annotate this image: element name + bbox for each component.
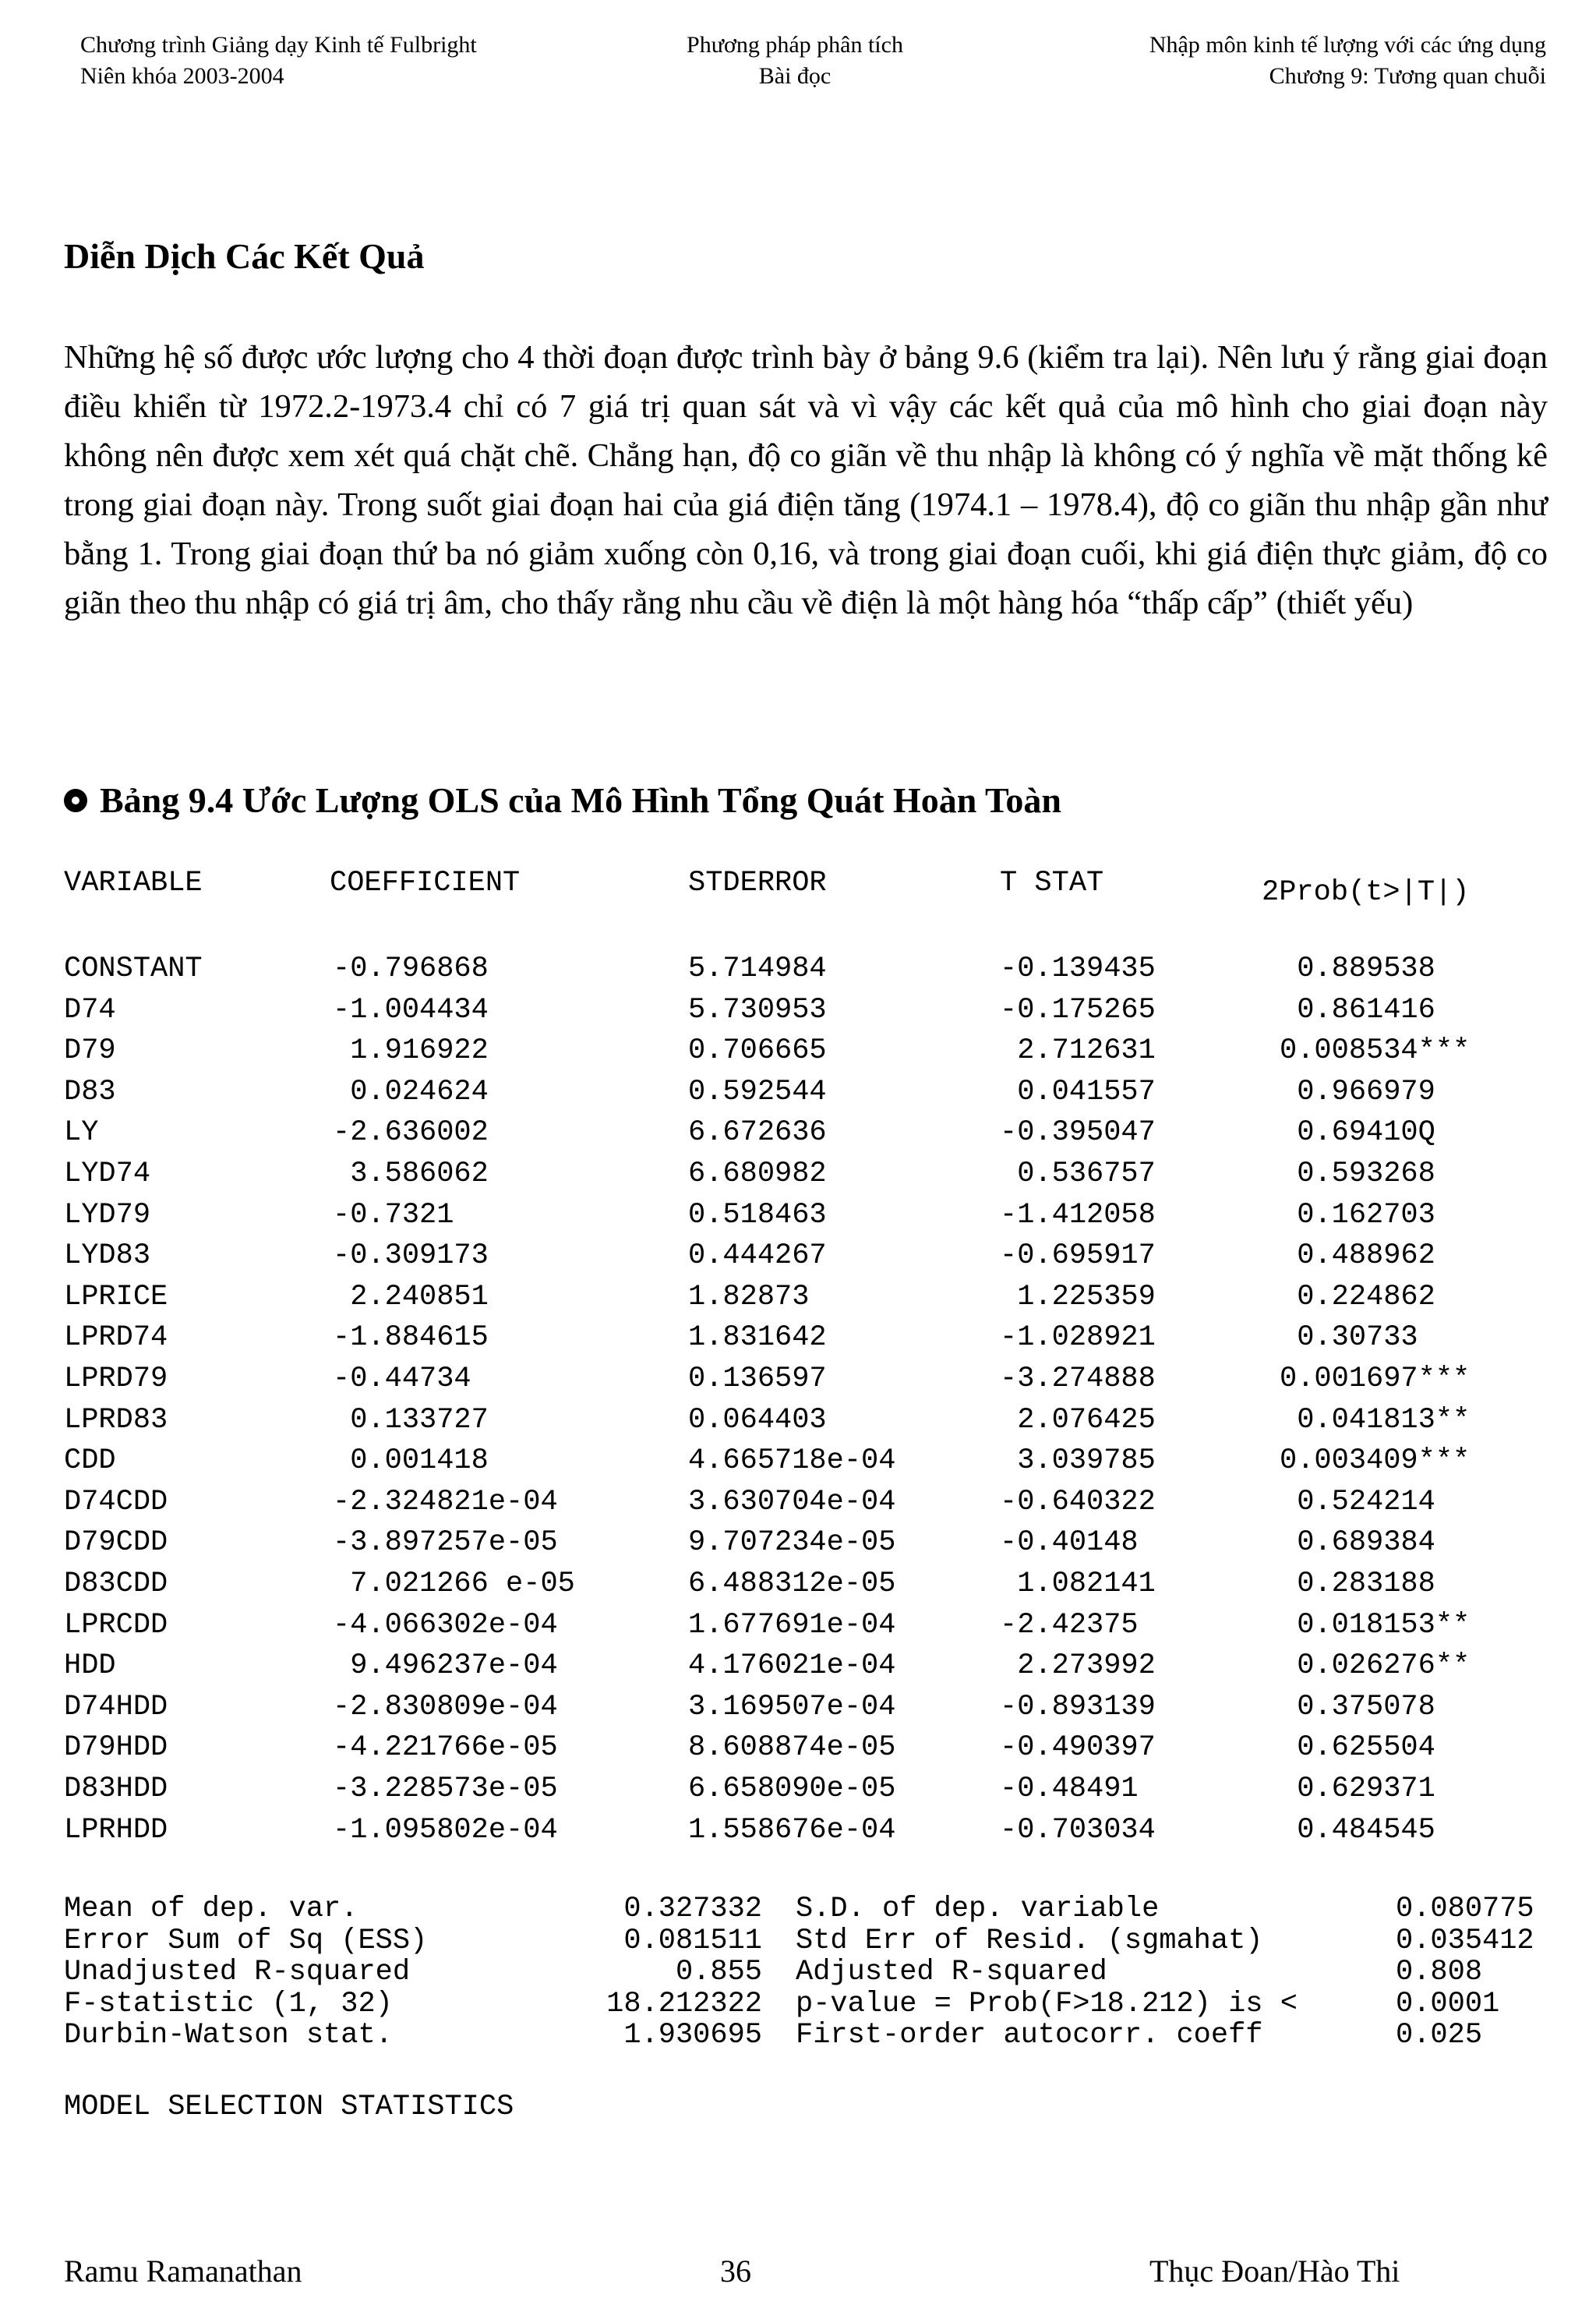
table-row [0, 1568, 1596, 1609]
cell-coefficient: 0.001418 [333, 1444, 489, 1478]
table-row [0, 1034, 1596, 1076]
cell-coefficient: -1.004434 [333, 993, 489, 1027]
table-row [0, 994, 1596, 1035]
cell-tstat: 0.041557 [1000, 1075, 1156, 1108]
cell-variable: D83CDD [64, 1568, 168, 1600]
table-row [0, 1444, 1596, 1486]
cell-prob: 0.625504 [1280, 1731, 1435, 1765]
cell-tstat: -0.139435 [1000, 953, 1156, 985]
header-center [678, 30, 912, 92]
table-title-text: Bảng 9.4 Ước Lượng OLS của Mô Hình Tổng Quát Hoàn Toàn [100, 780, 1061, 820]
cell-tstat: 2.273992 [1000, 1649, 1156, 1683]
cell-coefficient: -1.095802e-04 [333, 1813, 558, 1847]
footer-author: Ramu Ramanathan [64, 2254, 302, 2289]
cell-coefficient: -2.830809e-04 [333, 1690, 558, 1723]
cell-prob: 0.375078 [1280, 1690, 1435, 1723]
cell-variable: D83 [64, 1075, 116, 1108]
stat-label: First-order autocorr. coeff [796, 2019, 1263, 2052]
cell-stderror: 1.831642 [688, 1321, 827, 1355]
stat-value: 18.212322 [606, 1987, 762, 2020]
cell-stderror: 1.82873 [688, 1280, 810, 1313]
header-doc-type: Bài đọc [758, 63, 832, 89]
cell-coefficient: -4.066302e-04 [333, 1608, 558, 1642]
cell-tstat: 3.039785 [1000, 1444, 1156, 1478]
cell-coefficient: 2.240851 [333, 1280, 489, 1313]
cell-coefficient: -2.324821e-04 [333, 1485, 558, 1518]
bullet-icon [64, 789, 87, 812]
stat-label: Error Sum of Sq (ESS) [64, 1924, 428, 1957]
model-selection-heading: MODEL SELECTION STATISTICS [64, 2091, 514, 2123]
cell-tstat: -0.48491 [1000, 1773, 1139, 1805]
cell-prob: 0.162703 [1280, 1198, 1435, 1232]
header-course: Phương pháp phân tích [687, 32, 903, 58]
cell-stderror: 6.672636 [688, 1116, 827, 1150]
cell-prob: 0.889538 [1280, 953, 1435, 985]
cell-coefficient: 0.133727 [333, 1403, 489, 1437]
cell-variable: D74 [64, 993, 116, 1027]
cell-coefficient: -3.897257e-05 [333, 1526, 558, 1560]
cell-variable: HDD [64, 1649, 116, 1683]
cell-coefficient: -0.7321 [333, 1198, 454, 1232]
cell-coefficient: 1.916922 [333, 1034, 489, 1068]
cell-prob: 0.30733 [1280, 1321, 1418, 1355]
cell-variable: LYD83 [64, 1239, 151, 1273]
cell-tstat: -0.893139 [1000, 1690, 1156, 1723]
table-row [0, 1239, 1596, 1281]
cell-coefficient: 3.586062 [333, 1158, 489, 1190]
cell-prob: 0.003409*** [1280, 1444, 1471, 1478]
cell-tstat: 2.712631 [1000, 1034, 1156, 1068]
cell-variable: D74HDD [64, 1690, 168, 1723]
section-title: Diễn Dịch Các Kết Quả [64, 236, 425, 276]
table-row [0, 1731, 1596, 1773]
stat-value: 0.080775 [1396, 1893, 1534, 1925]
stat-label: Std Err of Resid. (sgmahat) [796, 1924, 1263, 1957]
cell-stderror: 5.714984 [688, 953, 827, 985]
table-row [0, 1363, 1596, 1404]
table-row [0, 1486, 1596, 1527]
cell-tstat: -0.695917 [1000, 1239, 1156, 1273]
cell-variable: D79CDD [64, 1526, 168, 1560]
stat-label: Durbin-Watson stat. [64, 2019, 393, 2052]
footer-page-number: 36 [720, 2254, 751, 2289]
header-chapter: Chương 9: Tương quan chuỗi [1269, 63, 1546, 89]
cell-variable: LY [64, 1116, 99, 1150]
table-row [0, 1814, 1596, 1855]
cell-stderror: 6.658090e-05 [688, 1773, 896, 1805]
cell-tstat: -1.028921 [1000, 1321, 1156, 1355]
cell-stderror: 8.608874e-05 [688, 1731, 896, 1765]
cell-prob: 0.018153** [1280, 1608, 1471, 1642]
header-left [80, 30, 477, 92]
cell-variable: LPRCDD [64, 1608, 168, 1642]
footer-translators: Thục Đoan/Hào Thi [1149, 2254, 1400, 2289]
cell-coefficient: -1.884615 [333, 1321, 489, 1355]
cell-stderror: 5.730953 [688, 993, 827, 1027]
cell-tstat: -0.490397 [1000, 1731, 1156, 1765]
table-row [0, 1076, 1596, 1117]
stat-label: Unadjusted R-squared [64, 1956, 411, 1988]
cell-tstat: 1.225359 [1000, 1280, 1156, 1313]
stat-value: 0.0001 [1396, 1987, 1500, 2020]
cell-stderror: 0.518463 [688, 1198, 827, 1232]
cell-coefficient: -4.221766e-05 [333, 1731, 558, 1765]
cell-variable: LYD79 [64, 1198, 151, 1232]
col-header-prob: 2Prob(t>|T|) [1262, 876, 1470, 909]
cell-tstat: -1.412058 [1000, 1198, 1156, 1232]
table-row [0, 1691, 1596, 1732]
cell-stderror: 6.488312e-05 [688, 1568, 896, 1600]
cell-variable: CONSTANT [64, 953, 203, 985]
table-row [0, 1158, 1596, 1199]
stat-value: 0.025 [1396, 2019, 1483, 2052]
cell-stderror: 3.630704e-04 [688, 1485, 896, 1518]
stat-value: 0.855 [675, 1956, 762, 1988]
stat-label: p-value = Prob(F>18.212) is < [796, 1987, 1298, 2020]
stat-label: Mean of dep. var. [64, 1893, 358, 1925]
cell-prob: 0.966979 [1280, 1075, 1435, 1108]
col-header-stderror: STDERROR [688, 867, 827, 900]
cell-coefficient: 0.024624 [333, 1075, 489, 1108]
cell-stderror: 0.592544 [688, 1075, 827, 1108]
cell-prob: 0.008534*** [1280, 1034, 1471, 1068]
cell-tstat: -0.703034 [1000, 1813, 1156, 1847]
cell-stderror: 0.136597 [688, 1363, 827, 1395]
table-row [0, 1281, 1596, 1322]
stat-label: S.D. of dep. variable [796, 1893, 1160, 1925]
cell-prob: 0.629371 [1280, 1773, 1435, 1805]
table-row [0, 1773, 1596, 1814]
cell-variable: LPRD83 [64, 1403, 168, 1437]
cell-prob: 0.488962 [1280, 1239, 1435, 1273]
header-book-title: Nhập môn kinh tế lượng với các ứng dụng [1149, 32, 1546, 58]
cell-variable: LPRD79 [64, 1363, 168, 1395]
stat-value: 1.930695 [623, 2019, 762, 2052]
stat-value: 0.035412 [1396, 1924, 1534, 1957]
cell-prob: 0.484545 [1280, 1813, 1435, 1847]
table-row [0, 1116, 1596, 1158]
table-row [0, 1609, 1596, 1650]
table-row [0, 1404, 1596, 1445]
cell-tstat: 1.082141 [1000, 1568, 1156, 1600]
cell-tstat: -0.640322 [1000, 1485, 1156, 1518]
cell-variable: D74CDD [64, 1485, 168, 1518]
cell-coefficient: -0.309173 [333, 1239, 489, 1273]
table-row [0, 953, 1596, 994]
cell-prob: 0.69410Q [1280, 1116, 1435, 1150]
cell-prob: 0.026276** [1280, 1649, 1471, 1683]
cell-tstat: -0.175265 [1000, 993, 1156, 1027]
cell-stderror: 1.677691e-04 [688, 1608, 896, 1642]
cell-stderror: 3.169507e-04 [688, 1690, 896, 1723]
col-header-coefficient: COEFFICIENT [330, 867, 521, 900]
body-paragraph: Những hệ số được ước lượng cho 4 thời đoạn được trình bày ở bảng 9.6 (kiểm tra lại). Nên lưu ý rằng giai đoạn điều khiển từ 1972.2-1973.4 chỉ có 7 giá trị quan sát và vì vậy các kết quả của mô hình cho giai đoạn này không nên được xem xét quá chặt chẽ. Chẳng hạn, độ co giãn về thu nhập là không có ý nghĩa về mặt thống kê trong giai đoạn này. Trong suốt giai đoạn hai của giá điện tăng (1974.1 – 1978.4), độ co giãn thu nhập gần như bằng 1. Trong giai đoạn thứ ba nó giảm xuống còn 0,16, và trong giai đoạn cuối, khi giá điện thực giảm, độ co giãn theo thu nhập có giá trị âm, cho thấy rằng nhu cầu về điện là một hàng hóa “thấp cấp” (thiết yếu) [64, 339, 1548, 621]
cell-variable: CDD [64, 1444, 116, 1478]
cell-tstat: -3.274888 [1000, 1363, 1156, 1395]
cell-stderror: 9.707234e-05 [688, 1526, 896, 1560]
cell-variable: LPRHDD [64, 1813, 168, 1847]
cell-variable: D79HDD [64, 1731, 168, 1765]
stat-value: 0.808 [1396, 1956, 1483, 1988]
cell-prob: 0.861416 [1280, 993, 1435, 1027]
cell-tstat: -0.40148 [1000, 1526, 1139, 1560]
cell-coefficient: -0.796868 [333, 953, 489, 985]
stat-label: F-statistic (1, 32) [64, 1987, 393, 2020]
cell-variable: D83HDD [64, 1773, 168, 1805]
header-year: Niên khóa 2003-2004 [80, 63, 284, 89]
cell-coefficient: 9.496237e-04 [333, 1649, 558, 1683]
cell-stderror: 4.176021e-04 [688, 1649, 896, 1683]
stat-value: 0.081511 [623, 1924, 762, 1957]
cell-tstat: -2.42375 [1000, 1608, 1139, 1642]
header-program: Chương trình Giảng dạy Kinh tế Fulbright [80, 32, 477, 58]
table-row [0, 1649, 1596, 1691]
cell-prob: 0.224862 [1280, 1280, 1435, 1313]
cell-variable: LPRD74 [64, 1321, 168, 1355]
cell-stderror: 4.665718e-04 [688, 1444, 896, 1478]
table-row [0, 1526, 1596, 1568]
cell-coefficient: -3.228573e-05 [333, 1773, 558, 1805]
table-row [0, 1199, 1596, 1240]
cell-coefficient: -2.636002 [333, 1116, 489, 1150]
cell-prob: 0.041813** [1280, 1403, 1471, 1437]
cell-prob: 0.001697*** [1280, 1363, 1471, 1395]
cell-prob: 0.283188 [1280, 1568, 1435, 1600]
cell-variable: LYD74 [64, 1158, 151, 1190]
cell-coefficient: -0.44734 [333, 1363, 471, 1395]
cell-tstat: 0.536757 [1000, 1158, 1156, 1190]
cell-prob: 0.524214 [1280, 1485, 1435, 1518]
col-header-tstat: T STAT [1000, 867, 1104, 900]
cell-stderror: 6.680982 [688, 1158, 827, 1190]
cell-coefficient: 7.021266 e-05 [333, 1568, 575, 1600]
stat-label: Adjusted R-squared [796, 1956, 1107, 1988]
cell-stderror: 1.558676e-04 [688, 1813, 896, 1847]
stat-value: 0.327332 [623, 1893, 762, 1925]
header-right [1149, 30, 1546, 92]
col-header-variable: VARIABLE [64, 867, 203, 900]
cell-prob: 0.593268 [1280, 1158, 1435, 1190]
cell-variable: D79 [64, 1034, 116, 1068]
cell-stderror: 0.444267 [688, 1239, 827, 1273]
cell-stderror: 0.706665 [688, 1034, 827, 1068]
table-title [64, 779, 1061, 821]
cell-prob: 0.689384 [1280, 1526, 1435, 1560]
cell-stderror: 0.064403 [688, 1403, 827, 1437]
table-row [0, 1321, 1596, 1363]
cell-tstat: 2.076425 [1000, 1403, 1156, 1437]
cell-tstat: -0.395047 [1000, 1116, 1156, 1150]
cell-variable: LPRICE [64, 1280, 168, 1313]
